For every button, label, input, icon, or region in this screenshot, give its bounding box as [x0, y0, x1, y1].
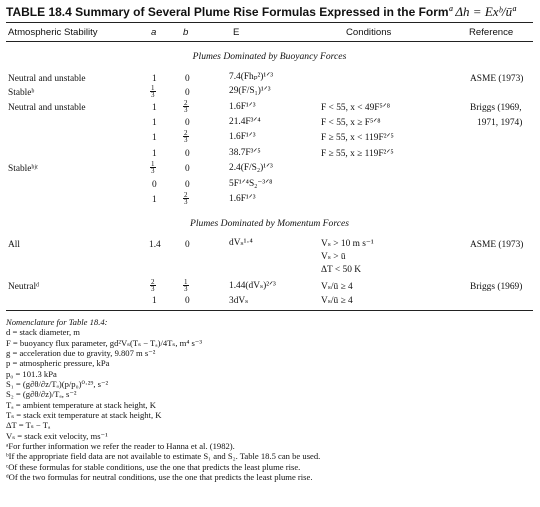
a-cell: $\frac{1}{3}$	[151, 84, 155, 99]
b-cell: 0	[185, 74, 190, 84]
a-cell: 1	[152, 74, 157, 84]
b-cell: 0	[185, 180, 190, 190]
stability-cell: Stableᵇʲᶜ	[8, 164, 39, 174]
nomenclature-line: ΔT = Tₛ − Tₐ	[6, 420, 51, 431]
e-cell: 1.6F¹ᐟ³	[229, 194, 256, 204]
b-cell: $\frac{2}{3}$	[184, 191, 188, 206]
b-cell: $\frac{1}{3}$	[184, 278, 188, 293]
e-cell: 38.7F³ᐟ⁵	[229, 148, 261, 158]
section-momentum: Plumes Dominated by Momentum Forces	[190, 218, 349, 229]
a-cell: 1	[152, 296, 157, 306]
b-cell: $\frac{2}{3}$	[184, 129, 188, 144]
nomenclature-line: Tₐ = ambient temperature at stack height, K	[6, 399, 156, 410]
e-cell: 7.4(Fhₚ²)¹ᐟ³	[229, 72, 274, 82]
reference-cell: ASME (1973)	[470, 240, 524, 250]
nomenclature-line: p = atmospheric pressure, kPa	[6, 358, 110, 369]
a-cell: 1.4	[149, 240, 161, 250]
header-conditions: Conditions	[346, 27, 392, 38]
nomenclature-heading: Nomenclature for Table 18.4:	[6, 317, 108, 327]
a-cell: $\frac{1}{3}$	[151, 160, 155, 175]
stability-cell: Neutralᵈ	[8, 282, 40, 292]
stability-cell: All	[8, 240, 20, 250]
nomenclature-line: S₁ = (g∂θ/∂z/Tₐ)(p/p₀)⁰·²⁹, s⁻²	[6, 379, 109, 390]
e-cell: 5F¹ᐟ⁴S₂⁻³ᐟ⁸	[229, 179, 273, 189]
conditions-cell: Vₛ > 10 m s⁻¹	[321, 239, 374, 249]
conditions-cell: F < 55, x ≥ F⁵ᐟ⁸	[321, 118, 381, 128]
e-cell: 1.6F¹ᐟ³	[229, 102, 256, 112]
stability-cell: Neutral and unstable	[8, 74, 86, 84]
section-buoyancy: Plumes Dominated by Buoyancy Forces	[192, 51, 347, 62]
a-cell: 1	[152, 149, 157, 159]
reference-cell: ASME (1973)	[470, 74, 524, 84]
conditions-cell: F ≥ 55, x < 119F²ᐟ⁵	[321, 133, 394, 143]
e-cell: dVₛ¹·⁴	[229, 238, 253, 248]
b-cell: 0	[185, 88, 190, 98]
nomenclature-line: F = buoyancy flux parameter, gd²Vₛ(Tₛ − Tₐ)/4Tₛ, m⁴ s⁻³	[6, 337, 202, 348]
conditions-cell: Vₛ > ū	[321, 252, 346, 262]
b-cell: 0	[185, 296, 190, 306]
top-rule	[6, 22, 533, 23]
e-cell: 29(F/S₁)¹ᐟ³	[229, 86, 271, 96]
header-reference: Reference	[469, 27, 514, 38]
nomenclature-line: d = stack diameter, m	[6, 327, 80, 338]
nomenclature-block	[6, 317, 533, 483]
header-stability: Atmospheric Stability	[8, 27, 98, 38]
header-e: E	[233, 27, 240, 38]
conditions-cell: F < 55, x < 49F⁵ᐟ⁸	[321, 103, 391, 113]
e-cell: 1.44(dVₛ)²ᐟ³	[229, 281, 276, 291]
a-cell: 1	[152, 195, 157, 205]
a-cell: 1	[152, 103, 157, 113]
title-text: TABLE 18.4 Summary of Several Plume Rise Formulas Expressed in the Form	[6, 5, 449, 19]
footnote-d: ᵈOf the two formulas for neutral conditions, use the one that predicts the least plume rise.	[6, 472, 313, 483]
nomenclature-line: S₂ = (g∂θ/∂z)/Tₐ, s⁻²	[6, 389, 77, 400]
conditions-cell: ΔT < 50 K	[321, 265, 362, 275]
nomenclature-line: Vₛ = stack exit velocity, ms⁻¹	[6, 430, 108, 441]
a-cell: $\frac{2}{3}$	[151, 278, 155, 293]
footnote-a: ᵃFor further information we refer the reader to Hanna et al. (1982).	[6, 441, 235, 452]
nomenclature-line: Tₛ = stack exit temperature at stack height, K	[6, 410, 162, 421]
stability-cell: Stableᵇ	[8, 88, 35, 98]
conditions-cell: Vₛ/ū ≥ 4	[321, 282, 353, 292]
a-cell: 1	[152, 133, 157, 143]
footnote-c: ᶜOf these formulas for stable conditions, use the one that predicts the least plume rise.	[6, 461, 301, 472]
b-cell: 0	[185, 149, 190, 159]
bottom-rule	[6, 310, 533, 311]
stability-cell: Neutral and unstable	[8, 103, 86, 113]
b-cell: $\frac{2}{3}$	[184, 99, 188, 114]
conditions-cell: F ≥ 55, x ≥ 119F²ᐟ⁵	[321, 149, 394, 159]
header-a: a	[151, 27, 157, 38]
e-cell: 2.4(F/S₂)¹ᐟ³	[229, 163, 273, 173]
a-cell: 1	[152, 118, 157, 128]
header-rule	[6, 41, 533, 42]
e-cell: 1.6F¹ᐟ³	[229, 132, 256, 142]
e-cell: 21.4F³ᐟ⁴	[229, 117, 261, 127]
b-cell: 0	[185, 118, 190, 128]
conditions-cell: Vₛ/ū ≥ 4	[321, 296, 353, 306]
title-formula: ª Δh = Exᵇ/ūª	[448, 4, 516, 19]
a-cell: 0	[152, 180, 157, 190]
header-b: b	[183, 27, 189, 38]
table-title	[6, 4, 534, 20]
nomenclature-line: p₀ = 101.3 kPa	[6, 368, 57, 379]
nomenclature-line: g = acceleration due to gravity, 9.807 m s⁻²	[6, 348, 156, 359]
reference-cell: Briggs (1969)	[470, 282, 523, 292]
footnote-b: ᵇIf the appropriate field data are not available to estimate S₁ and S₂. Table 18.5 can be used.	[6, 451, 321, 462]
e-cell: 3dVₛ	[229, 296, 249, 306]
b-cell: 0	[185, 164, 190, 174]
b-cell: 0	[185, 240, 190, 250]
reference-cell: 1971, 1974)	[477, 118, 523, 128]
reference-cell: Briggs (1969,	[470, 103, 522, 113]
